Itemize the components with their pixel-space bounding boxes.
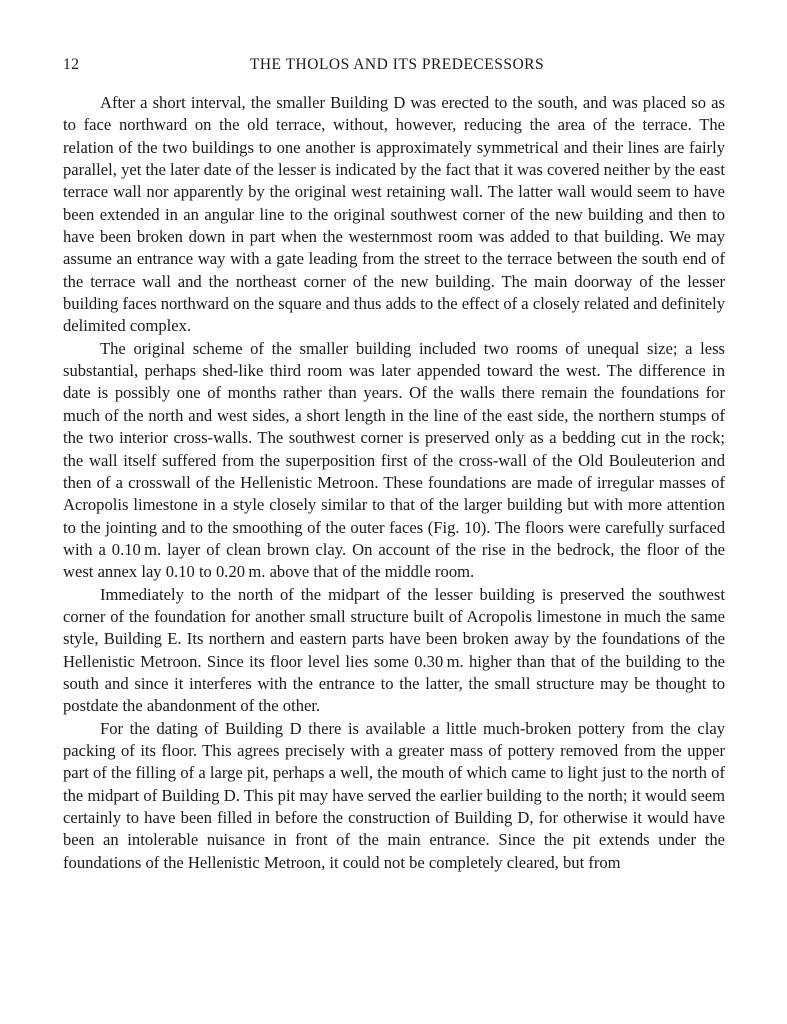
running-title: THE THOLOS AND ITS PREDECESSORS bbox=[249, 56, 545, 73]
paragraph-building-d: After a short interval, the smaller Building D was erected to the south, and was placed so as to face northward on the old terrace, without, however, reducing the area of the terrace. The relation of the two buildings to one another is approximately symmetrical and their lines are fairly parallel, yet the later date of the lesser is indicated by the fact that it was covered neither by the east terrace wall nor apparently by the original west retaining wall. The latter wall would seem to have been extended in an angular line to the original southwest corner of the new building and then to have been broken down in part when the westernmost room was added to that building. We may assume an entrance way with a gate leading from the street to the terrace between the south end of the terrace wall and the northeast corner of the new building. The main doorway of the lesser building faces northward on the square and thus adds to the effect of a closely related and definitely delimited complex. bbox=[63, 93, 725, 336]
paragraph-building-e: Immediately to the north of the midpart of the lesser building is preserved the southwest corner of the foundation for another small structure built of Acropolis limestone in much the same style, Building E. Its northern and eastern parts have been broken away by the foundations of the Hellenistic Metroon. Since its floor level lies some 0.30 m. higher than that of the building to the south and since it interferes with the entrance to the latter, the small structure may be thought to postdate the abandonment of the other. bbox=[63, 584, 725, 716]
running-head bbox=[63, 56, 725, 80]
body-text bbox=[63, 92, 725, 874]
paragraph-dating: For the dating of Building D there is available a little much-broken pottery from the clay packing of its floor. This agrees precisely with a greater mass of pottery removed from the upper part of the filling of a large pit, perhaps a well, the mouth of which came to light just to the north of the midpart of Building D. This pit may have served the earlier building to the north; it would seem certainly to have been filled in before the construction of Building D, for otherwise it would have been an intolerable nuisance in front of the main entrance. Since the pit extends under the foundations of the Hellenistic Metroon, it could not be completely cleared, but from bbox=[63, 718, 725, 872]
paragraph-original-scheme: The original scheme of the smaller building included two rooms of unequal size; a less substantial, perhaps shed-like third room was later appended toward the west. The difference in date is possibly one of months rather than years. Of the walls there remain the foundations for much of the north and west sides, a short length in the line of the east side, the northern stumps of the two interior cross-walls. The southwest corner is preserved only as a bedding cut in the rock; the wall itself suffered from the superposition first of the cross-wall of the Old Bouleuterion and then of a crosswall of the Hellenistic Metroon. These foundations are made of irregular masses of Acropolis limestone in a style closely similar to that of the larger building but with more attention to the jointing and to the smoothing of the outer faces (Fig. 10). The floors were carefully surfaced with a 0.10 m. layer of clean brown clay. On account of the rise in the bedrock, the floor of the west annex lay 0.10 to 0.20 m. above that of the middle room. bbox=[63, 338, 725, 582]
page-number: 12 bbox=[63, 56, 80, 73]
book-page bbox=[63, 56, 725, 874]
